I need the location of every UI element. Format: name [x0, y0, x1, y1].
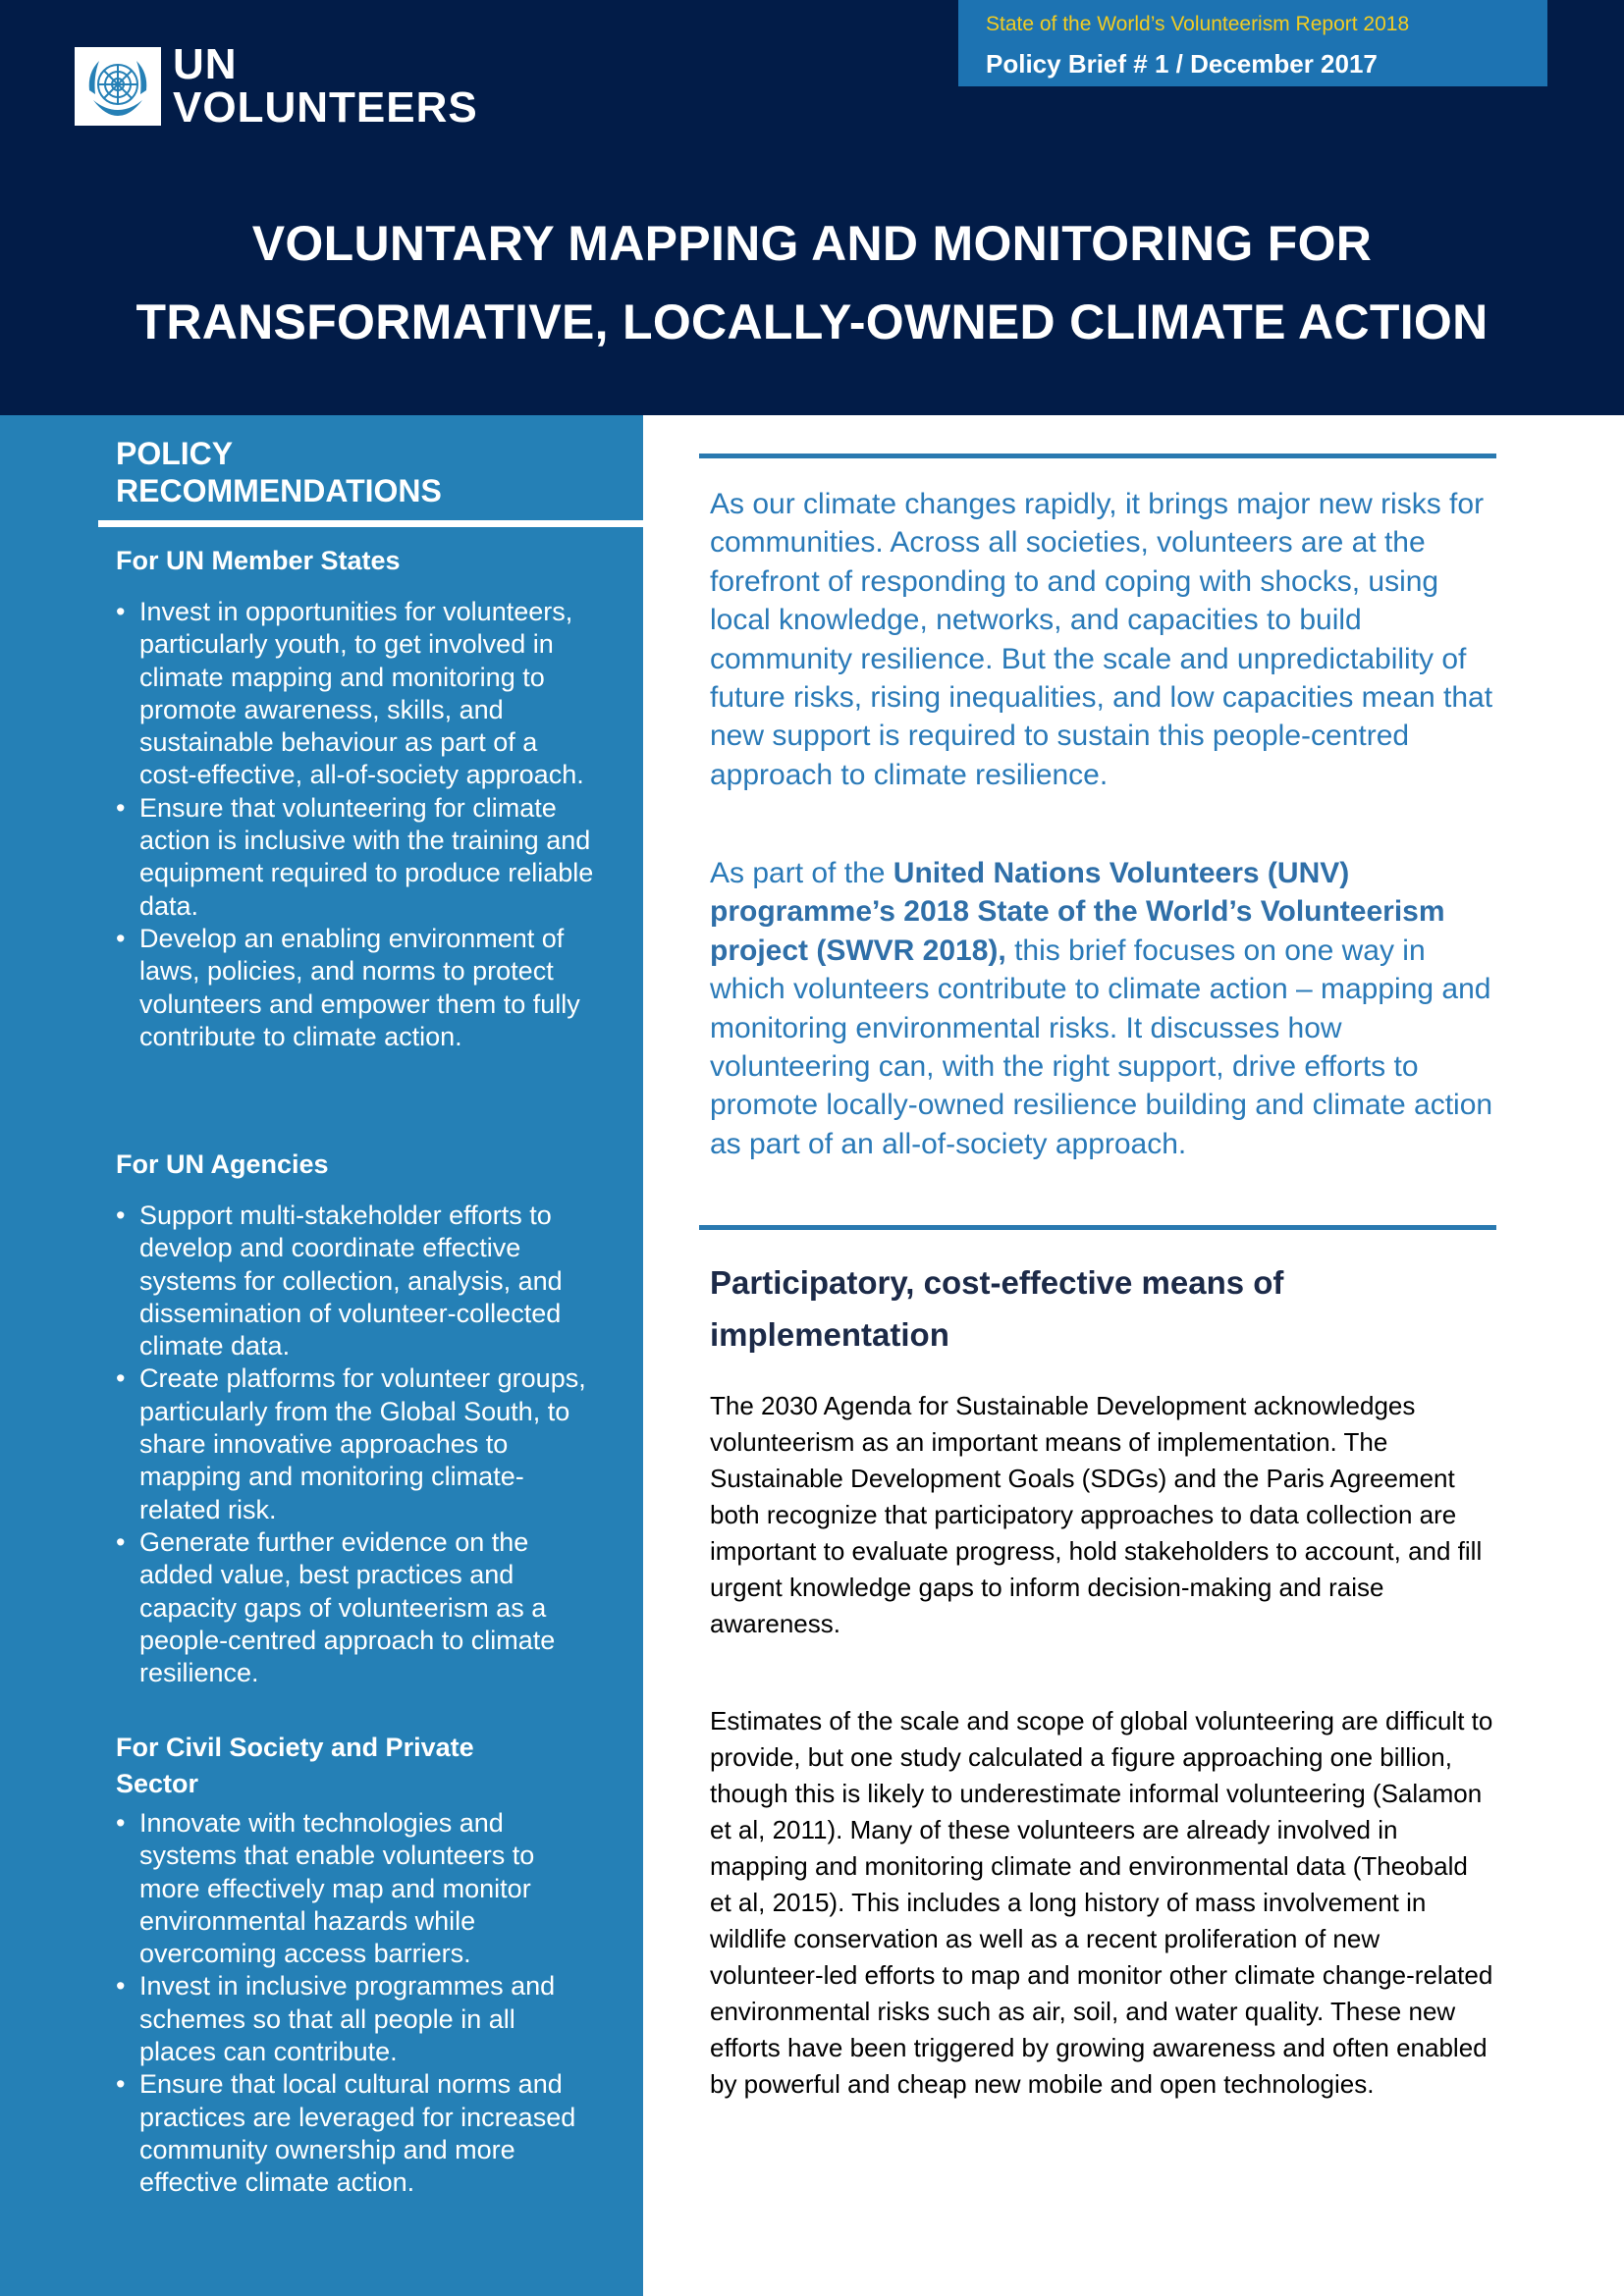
recommendation-text: Create platforms for volunteer groups, particularly from the Global South, to share innovative approaches to mapping and monitoring climate-related risk. [139, 1363, 586, 1524]
sidebar-heading [116, 435, 442, 509]
intro-p2-prefix: As part of the [710, 857, 893, 889]
intro-paragraph-2 [710, 854, 1495, 1163]
logo-line-un: UN [173, 40, 238, 88]
recommendation-list-civil-society [116, 1807, 597, 2200]
policy-brief-label: Policy Brief # 1 / December 2017 [986, 49, 1378, 79]
intro-bottom-divider [699, 1225, 1496, 1230]
recommendation-text: Generate further evidence on the added value, best practices and capacity gaps of volunteerism as a people-centred approach to climate resilience. [139, 1526, 556, 1688]
recommendation-item [116, 1526, 597, 1689]
group-title-un-member-states: For UN Member States [116, 546, 401, 575]
document-title [0, 204, 1624, 361]
recommendation-item [116, 1970, 597, 2068]
bullet-icon: • [116, 2069, 126, 2100]
bullet-icon: • [116, 923, 126, 953]
recommendation-list-un-agencies [116, 1200, 597, 1689]
section-heading: Participatory, cost-effective means of implementation [710, 1264, 1284, 1353]
document-title-line-2: TRANSFORMATIVE, LOCALLY-OWNED CLIMATE ACTION [135, 294, 1489, 349]
group-title-civil-society: For Civil Society and Private Sector [116, 1733, 474, 1798]
policy-recommendations-sidebar [0, 415, 643, 2296]
un-volunteers-logo [75, 40, 478, 132]
recommendation-item [116, 923, 597, 1053]
report-series: State of the World’s Volunteerism Report 2018 [986, 13, 1410, 35]
recommendation-text: Support multi-stakeholder efforts to develop and coordinate effective systems for collection, analysis, and dissemination of volunteer-collected climate data. [139, 1201, 563, 1362]
bullet-icon: • [116, 1201, 126, 1230]
bullet-icon: • [116, 1971, 126, 2002]
intro-paragraph-1: As our climate changes rapidly, it brings major new risks for communities. Across all societies, volunteers are at the forefront of responding to and coping with shocks, using local knowledge, networks, and capacities to build community resilience. But the scale and unpredictability of future risks, rising inequalities, and low capacities mean that new support is required to sustain this people-centred approach to climate resilience. [710, 488, 1493, 791]
sidebar-heading-line-2: RECOMMENDATIONS [116, 473, 442, 508]
recommendation-item [116, 792, 597, 923]
bullet-icon: • [116, 1808, 126, 1838]
recommendation-item [116, 1200, 597, 1362]
body-paragraph-2: Estimates of the scale and scope of global volunteering are difficult to provide, but one study calculated a figure approaching one billion, though this is likely to underestimate informal volunteering (Salamon et al, 2011). Many of these volunteers are already involved in mapping and monitoring climate and environmental data (Theobald et al, 2015). This includes a long history of mass involvement in wildlife conservation as well as a recent proliferation of new volunteer-led efforts to map and monitor other climate change-related environmental risks such as air, soil, and water quality. These new efforts have been triggered by growing awareness and often enabled by powerful and cheap new mobile and open technologies. [710, 1706, 1493, 2099]
recommendation-item [116, 596, 597, 792]
bullet-icon: • [116, 1526, 126, 1557]
logo-wordmark [173, 40, 478, 132]
bullet-icon: • [116, 1363, 126, 1394]
recommendation-text: Invest in opportunities for volunteers, particularly youth, to get involved in climate mapping and monitoring to promote awareness, skills, and sustainable behaviour as part of a cost-effective, all-of-society approach. [139, 597, 584, 790]
logo-line-volunteers: VOLUNTEERS [173, 83, 478, 132]
recommendation-item [116, 1362, 597, 1525]
recommendation-text: Develop an enabling environment of laws, policies, and norms to protect volunteers and empower them to fully contribute to climate action. [139, 923, 580, 1051]
body-paragraph-1: The 2030 Agenda for Sustainable Development acknowledges volunteerism as an important means of implementation. The Sustainable Development Goals (SDGs) and the Paris Agreement both recognize that participatory approaches to data collection are important to evaluate progress, hold stakeholders to account, and fill urgent knowledge gaps to inform decision-making and raise awareness. [710, 1391, 1483, 1638]
sidebar-divider [98, 520, 643, 527]
recommendation-item [116, 2068, 597, 2199]
sidebar-heading-line-1: POLICY [116, 436, 234, 471]
document-title-line-1: VOLUNTARY MAPPING AND MONITORING FOR [251, 216, 1373, 271]
swvr-project-name: United Nations Volunteers (UNV) programme’s 2018 State of the World’s Volunteerism project (SWVR 2018), [710, 857, 1445, 967]
recommendation-text: Invest in inclusive programmes and schemes so that all people in all places can contribute. [139, 1971, 556, 2067]
un-emblem-icon [75, 47, 161, 126]
report-info-box [958, 0, 1547, 86]
bullet-icon: • [116, 597, 126, 626]
recommendation-text: Innovate with technologies and systems that enable volunteers to more effectively map and monitor environmental hazards while overcoming access barriers. [139, 1808, 535, 1969]
recommendation-text: Ensure that local cultural norms and practices are leveraged for increased community ownership and more effective climate action. [139, 2069, 576, 2198]
intro-top-divider [699, 454, 1496, 458]
recommendation-item [116, 1807, 597, 1970]
page-header [0, 0, 1624, 415]
recommendation-list-member-states [116, 596, 597, 1053]
group-title-un-agencies: For UN Agencies [116, 1149, 329, 1179]
bullet-icon: • [116, 792, 126, 823]
intro-p2-suffix: this brief focuses on one way in which volunteers contribute to climate action – mapping and monitoring environmental risks. It discusses how volunteering can, with the right support, drive efforts to promote locally-owned resilience building and climate action as part of an all-of-society approach. [710, 934, 1493, 1160]
recommendation-text: Ensure that volunteering for climate action is inclusive with the training and equipment required to produce reliable data. [139, 792, 594, 921]
